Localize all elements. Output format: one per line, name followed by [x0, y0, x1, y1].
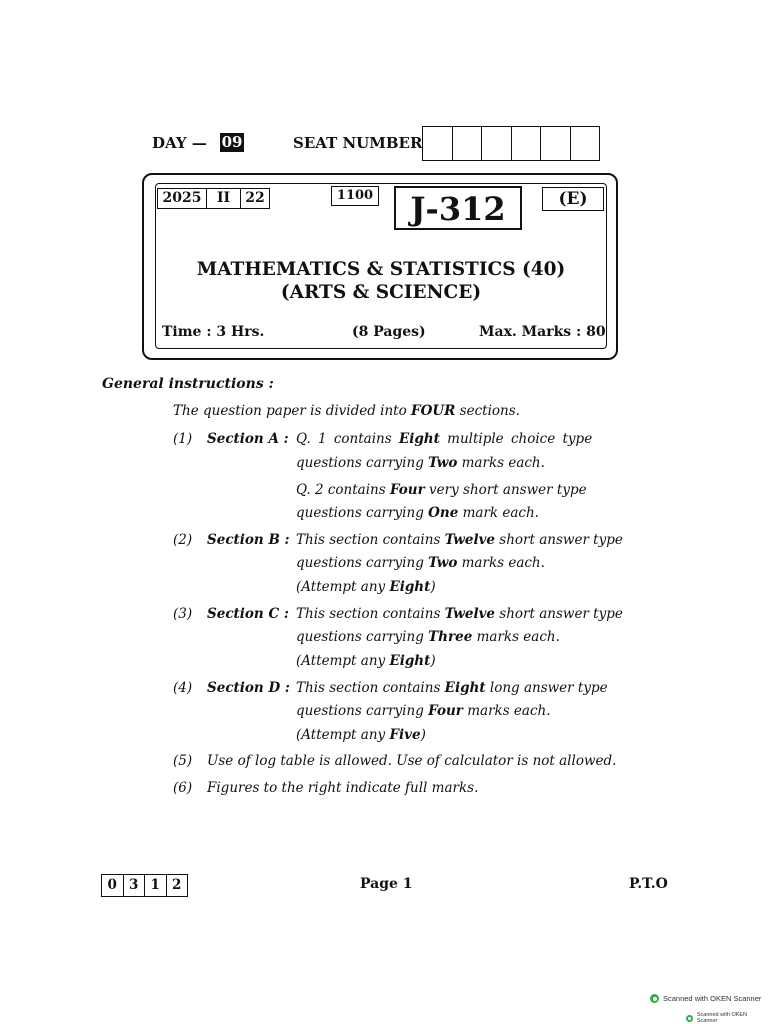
pto-label: P.T.O: [629, 876, 668, 892]
time-allowed: Time : 3 Hrs.: [162, 324, 265, 340]
max-marks: Max. Marks : 80: [479, 324, 606, 340]
code-day: 22: [241, 188, 270, 209]
instructions-heading: General instructions :: [102, 376, 274, 392]
paper-subtitle: (ARTS & SCIENCE): [280, 282, 482, 303]
scanner-logo-icon: [650, 994, 659, 1003]
instruction-line: questions carrying Four marks each.: [296, 703, 551, 719]
section-label: Section A :: [207, 431, 289, 447]
instruction-number: (5): [173, 753, 193, 769]
instruction-line: Q. 1 contains Eight multiple choice type: [296, 431, 593, 447]
scanner-watermark: [650, 994, 761, 1003]
seat-number-cell[interactable]: [541, 127, 571, 160]
instruction-line: Figures to the right indicate full marks.: [207, 780, 479, 796]
section-label: Section B :: [207, 532, 290, 548]
scanner-logo-icon: [686, 1015, 693, 1022]
instruction-line: This section contains Twelve short answer type: [296, 532, 623, 548]
instruction-number: (3): [173, 606, 193, 622]
seat-number-cell[interactable]: [423, 127, 453, 160]
page-number: Page 1: [360, 876, 413, 892]
paper-serial-digit: 1: [145, 875, 167, 896]
paper-serial-digit: 3: [124, 875, 146, 896]
instruction-number: (2): [173, 532, 193, 548]
code-year: 2025: [157, 188, 207, 209]
seat-number-cell[interactable]: [453, 127, 483, 160]
seat-number-cell[interactable]: [571, 127, 600, 160]
instruction-line: (Attempt any Eight): [296, 653, 436, 669]
day-value: 09: [221, 133, 243, 151]
scanner-watermark-text: Scanned with OKEN Scanner: [663, 994, 762, 1003]
page-count: (8 Pages): [352, 324, 426, 340]
scanner-watermark-small: [686, 1012, 768, 1024]
code-time: 1100: [331, 186, 379, 206]
instruction-line: (Attempt any Eight): [296, 579, 436, 595]
instruction-line: Q. 2 contains Four very short answer type: [296, 482, 587, 498]
seat-number-label: SEAT NUMBER: [293, 134, 423, 152]
seat-number-cell[interactable]: [482, 127, 512, 160]
instruction-line: questions carrying Two marks each.: [296, 455, 545, 471]
paper-language: (E): [542, 187, 604, 211]
instruction-line: (Attempt any Five): [296, 727, 426, 743]
code-part: II: [207, 188, 241, 209]
seat-number-cell[interactable]: [512, 127, 542, 160]
instruction-line: questions carrying Two marks each.: [296, 555, 545, 571]
day-label: DAY —: [152, 134, 207, 152]
paper-serial-boxes: [101, 874, 188, 897]
instruction-line: questions carrying Three marks each.: [296, 629, 560, 645]
instruction-number: (1): [173, 431, 193, 447]
paper-serial-digit: 0: [102, 875, 124, 896]
instruction-line: Use of log table is allowed. Use of calculator is not allowed.: [207, 753, 617, 769]
instruction-line: This section contains Eight long answer type: [296, 680, 608, 696]
paper-serial-digit: 2: [172, 877, 182, 893]
section-label: Section D :: [207, 680, 290, 696]
instruction-number: (6): [173, 780, 193, 796]
instruction-line: questions carrying One mark each.: [296, 505, 539, 521]
seat-number-boxes[interactable]: [422, 126, 600, 161]
instructions-intro: The question paper is divided into FOUR sections.: [173, 403, 520, 419]
paper-title: MATHEMATICS & STATISTICS (40): [196, 259, 566, 280]
section-label: Section C :: [207, 606, 289, 622]
instruction-line: This section contains Twelve short answer type: [296, 606, 623, 622]
scanner-watermark-text: Scanned with OKEN Scanner: [696, 1012, 748, 1024]
paper-code: J-312: [394, 186, 522, 230]
instruction-number: (4): [173, 680, 193, 696]
